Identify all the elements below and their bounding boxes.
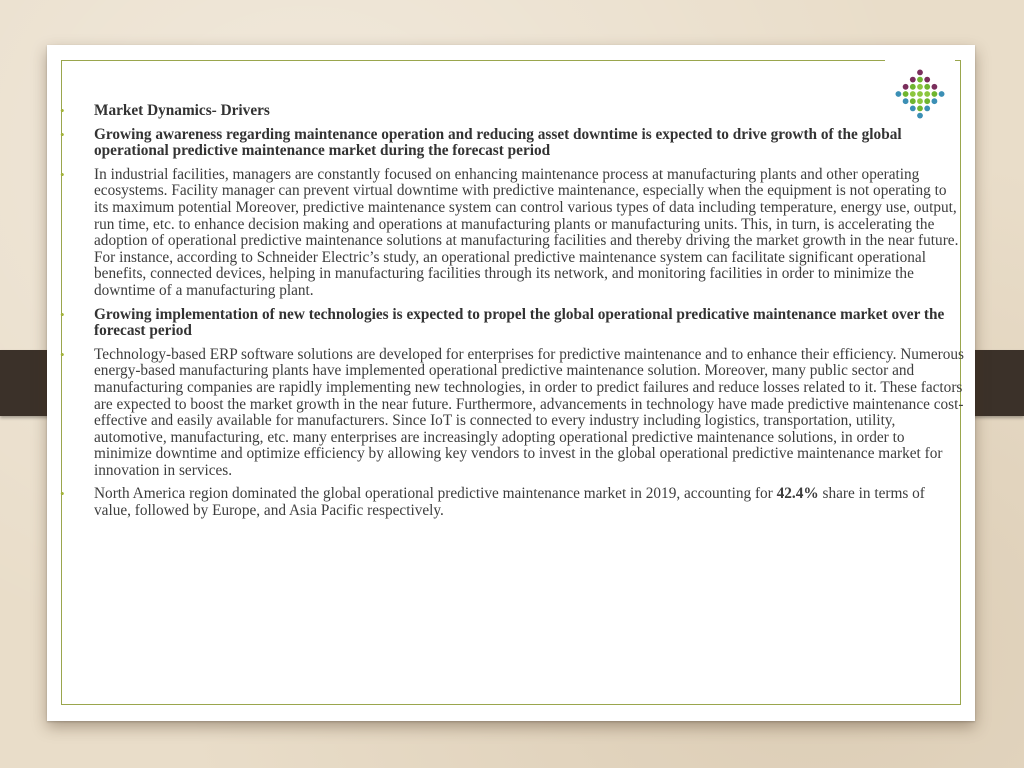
logo-dot: [924, 77, 930, 83]
paragraph-industrial-facilities: [60, 167, 964, 300]
slide-content: [60, 103, 964, 527]
item-text: [94, 486, 964, 519]
item-text: Technology-based ERP software solutions are developed for enterprises for predictive maintenance and to enhance their efficiency. Numerous energy-based manufacturing plants have implemented operational predictive maintenance solution. Moreover, many public sector and manufacturing companies are rapidly implementing new technologies, in order to predict failures and reduce losses related to it. These factors are expected to boost the market growth in the near future. Furthermore, advancements in technology have made predictive maintenance cost-effective and easily available for manufacturers. Since IoT is connected to every industry including logistics, transportation, utility, automotive, manufacturing, etc. many enterprises are increasingly adopting operational predictive maintenance solutions, in order to minimize downtime and optimize efficiency by allowing key vendors to invest in the global operational predictive maintenance market for innovation in services.: [94, 345, 964, 479]
subheading-new-technologies-driver: [60, 307, 964, 340]
paragraph-technology-erp: [60, 347, 964, 480]
logo-dot: [924, 84, 930, 90]
logo-dot: [917, 77, 923, 83]
item-text: Growing awareness regarding maintenance operation and reducing asset downtime is expected to drive growth of the global operational predictive maintenance market during the forecast period: [94, 125, 902, 160]
logo-dot: [939, 91, 945, 97]
logo-dot: [917, 70, 923, 76]
item-text-before: North America region dominated the global operational predictive maintenance market in 2019, accounting for: [94, 485, 777, 503]
logo-dot: [932, 91, 938, 97]
logo-dot: [917, 91, 923, 97]
slide-paper: [47, 45, 975, 721]
bullet-icon: •: [60, 103, 65, 118]
logo-dot: [910, 77, 916, 83]
logo-dot: [903, 91, 909, 97]
logo-dot: [917, 84, 923, 90]
logo-dot: [932, 84, 938, 90]
market-share-highlight: 42.4%: [776, 485, 819, 503]
logo-dot: [896, 91, 902, 97]
logo-dot: [903, 84, 909, 90]
bullet-icon: •: [60, 346, 65, 362]
logo-dot: [910, 84, 916, 90]
paragraph-north-america: [60, 486, 964, 519]
bullet-icon: •: [60, 126, 65, 142]
logo-dot: [910, 91, 916, 97]
bullet-icon: •: [60, 486, 65, 502]
item-text-after: share in terms of value, followed by Europe, and Asia Pacific respectively.: [94, 485, 925, 520]
logo-dot: [924, 91, 930, 97]
item-text: Growing implementation of new technologies is expected to propel the global operational predicative maintenance market over the forecast period: [94, 305, 945, 340]
heading-market-dynamics-drivers: [60, 103, 964, 120]
item-text: Market Dynamics- Drivers: [94, 102, 270, 119]
subheading-awareness-driver: [60, 127, 964, 160]
bullet-icon: •: [60, 166, 65, 182]
bullet-icon: •: [60, 306, 65, 322]
item-text: In industrial facilities, managers are constantly focused on enhancing maintenance process at manufacturing plants and other operating ecosystems. Facility manager can prevent virtual downtime with predictive maintenance, especially when the equipment is not operating to its maximum potential Moreover, predictive maintenance system can control various types of data including temperature, energy use, output, run time, etc. to enhance decision making and operations at manufacturing plants or manufacturing units. This, in turn, is accelerating the adoption of operational predictive maintenance solutions at manufacturing facilities and thereby driving the market growth in the near future. For instance, according to Schneider Electric’s study, an operational predictive maintenance system can facilitate significant operational benefits, connected devices, helping in manufacturing facilities through its network, and monitoring facilities in order to minimize the downtime of a manufacturing plant.: [94, 165, 959, 299]
left-decorative-band: [0, 350, 52, 416]
